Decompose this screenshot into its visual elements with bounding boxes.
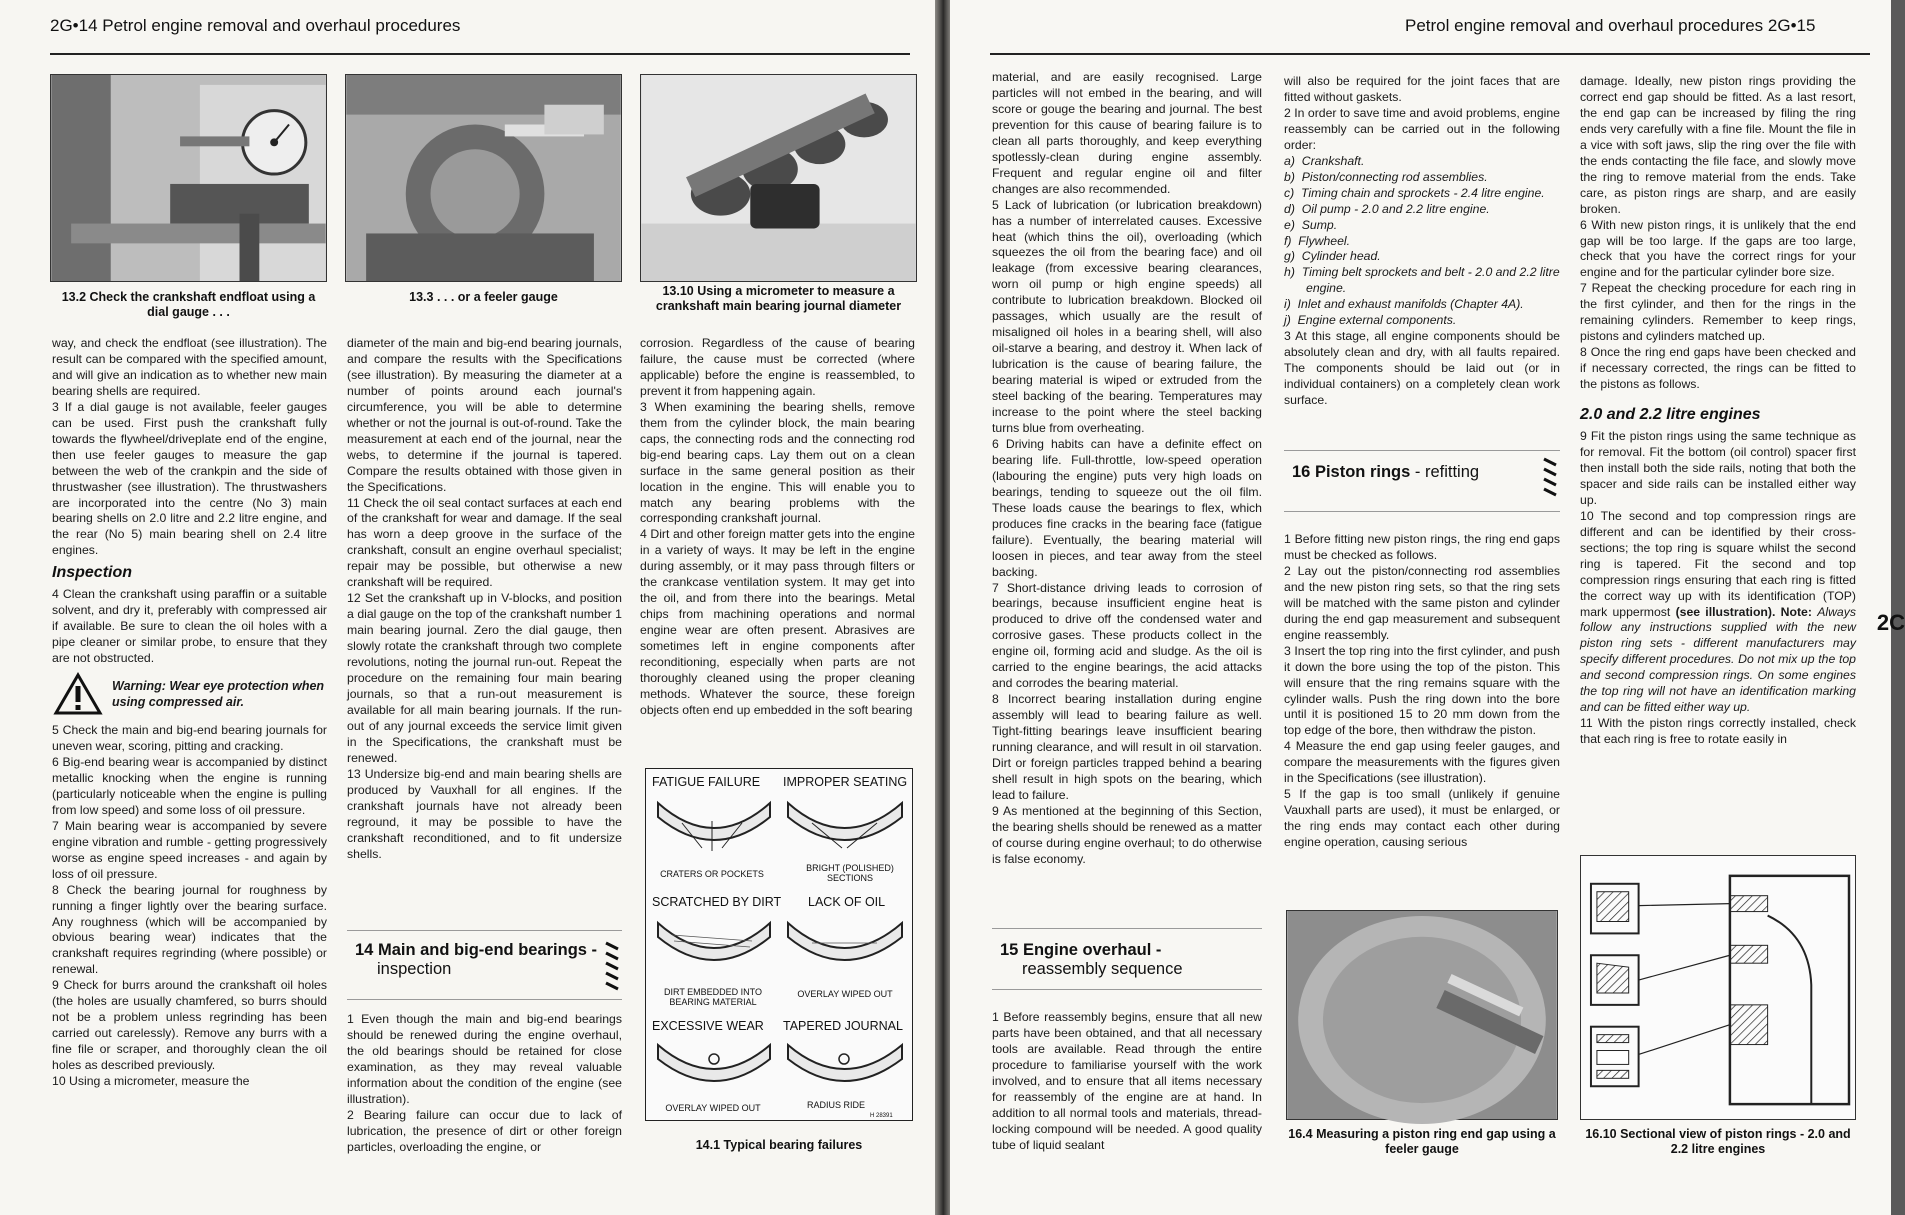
para: 5 Lack of lubrication (or lubrication breakdown) has a number of interrelated causes. Excessive heat (which thins the oil), overloading (which squeezes the oil from the bearing face) and oil leakage (from excessive bearing clearances, worn oil pump or high engine speeds) all contribute to lubrication breakdown. Blocked oil passages, which usually are the result of misaligned oil holes in a bearing shell, will also oil-starve a bearing, and destroy it. When lack of lubrication is the cause of bearing failure, the bearing material is wiped or extruded from the steel backing of the bearing. Temperatures may increase to the point where the steel backing turns blue from overheating.	[992, 197, 1262, 435]
para: 4 Clean the crankshaft using paraffin or a suitable solvent, and dry it, preferably with compressed air if available. Be sure to clean the oil holes with a pipe cleaner or similar probe, to ensure that they are not obstructed.	[52, 587, 327, 666]
caption-13-10: 13.10 Using a micrometer to measure a crankshaft main bearing journal diameter	[655, 284, 902, 313]
para: 2 Lay out the piston/connecting rod assemblies and the new piston ring sets, so that the ring sets will be matched with the same piston and cylinder during the end gap measurement and subsequent engine reassembly.	[1284, 563, 1560, 642]
left-col-1	[52, 336, 327, 1206]
section-15-heading	[992, 928, 1262, 990]
left-col-2	[347, 336, 622, 936]
para: material, and are easily recognised. Large particles will not embed in the bearing, and will score or gouge the bearing and journal. The best prevention for this cause of bearing failure is to clean all parts thoroughly, and keep everything spotlessly-clean during engine assembly. Frequent and regular engine oil and filter changes are also recommended.	[992, 70, 1262, 196]
left-page	[0, 0, 935, 1215]
micrometer-photo-image	[641, 75, 916, 281]
dial-gauge-photo-image	[51, 75, 326, 281]
label-dirt-embedded: DIRT EMBEDDED INTO BEARING MATERIAL	[663, 987, 762, 1007]
section-14-heading	[347, 930, 622, 1000]
para: 3 When examining the bearing shells, remove them from the cylinder block, the main bearing caps, the connecting rods and the connecting rod big-end bearing caps. Lay them out on a clean surface in the same general position as their location in the engine. This will enable you to match any bearing problems with the corresponding crankshaft journal.	[640, 399, 915, 526]
para: 1 Even though the main and big-end bearings should be renewed during the engine overhaul, the old bearings should be retained for close examination, as they may reveal valuable information about the condition of the engine (see illustration).	[347, 1012, 622, 1106]
bearing-failures-diagram	[645, 768, 913, 1121]
para: 3 If a dial gauge is not available, feeler gauges can be used. First push the crankshaft fully towards the flywheel/driveplate end of the engine, then use feeler gauges to measure the gap between the web of the crankpin and the side of thrustwasher (see illustration). The thrustwashers are incorporated into the centre (No 3) main bearing shells on 2.0 litre and 2.2 litre engine, and the rear (No 5) main bearing shell on 2.4 litre engines.	[52, 399, 327, 558]
left-col-2b	[347, 1012, 622, 1212]
photo-ring-end-gap	[1286, 910, 1558, 1120]
label-craters: CRATERS OR POCKETS	[660, 869, 764, 879]
label-excessive-wear: EXCESSIVE WEAR	[652, 1019, 764, 1033]
list-item: g) Cylinder head.	[1284, 249, 1381, 264]
para: 4 Measure the end gap using feeler gauges, and compare the measurements with the figures given in the Specifications (see illustration).	[1284, 739, 1560, 786]
para: diameter of the main and big-end bearing journals, and compare the results with the Specifications (see illustration). By measuring the diameter at a number of points around each journal's circumference, you will be able to determine whether or not the journal is out-of-round. Take the measurement at each end of the journal, near the webs, to determine if the journal is tapered. Compare the results obtained with those given in the Specifications.	[347, 336, 622, 494]
para: 1 Before fitting new piston rings, the ring end gaps must be checked as follows.	[1284, 532, 1560, 562]
para: 5 Check the main and big-end bearing journals for uneven wear, scoring, pitting and cracking.	[52, 723, 327, 754]
list-item: d) Oil pump - 2.0 and 2.2 litre engine.	[1284, 201, 1490, 216]
caption-13-3: 13.3 . . . or a feeler gauge	[409, 290, 558, 304]
para: 10 The second and top compression rings are different and can be identified by their cross-sections; the top ring is square whilst the second ring is tapered. Fit the second and top compression rings ensuring that each ring is fitted the correct way up with its identification (TOP) mark uppermost (see illustration). Note: Always follow any instructions supplied with the new piston ring sets - different manufacturers may specify different procedures. Do not mix up the top and second compression rings. On some engines the top ring will not have an identification marking and can be fitted either way up.	[1580, 508, 1856, 715]
bearing-shells-row1	[652, 793, 908, 861]
section-subtitle: inspection	[377, 960, 452, 978]
para: 7 Short-distance driving leads to corrosion of bearings, because insufficient engine heat is produced to drive off the condensed water and corrosive gases. These products collect in the engine oil, forming acid and sludge. As the oil is carried to the engine bearings, the acid attacks and corrodes the bearing material.	[992, 580, 1262, 691]
para: 12 Set the crankshaft up in V-blocks, and position a dial gauge on the top of the crankshaft number 1 main bearing journal. Zero the dial gauge, then slowly rotate the crankshaft through two complete revolutions, noting the journal run-out. Repeat the procedure on the remaining four main bearing journals, so that a run-out measurement is available for all main bearing journals. If the run-out of any journal exceeds the service limit given in the Specifications, the crankshaft must be renewed.	[347, 591, 622, 765]
right-col-1	[992, 70, 1262, 928]
list-item: f) Flywheel.	[1284, 233, 1351, 248]
caption-13-2: 13.2 Check the crankshaft endfloat using a dial gauge . . .	[61, 290, 316, 319]
label-ref: H 28391	[870, 1113, 893, 1119]
book-gutter	[935, 0, 950, 1215]
para: 2 Bearing failure can occur due to lack of lubrication, the presence of dirt or other foreign particles, overloading the engine, or	[347, 1107, 622, 1154]
section-subtitle: - refitting	[1414, 463, 1480, 481]
right-col-2	[1284, 74, 1560, 434]
label-overlay-wiped-1: OVERLAY WIPED OUT	[797, 989, 893, 999]
list-item: b) Piston/connecting rod assemblies.	[1284, 169, 1488, 184]
heading-2-0-2-2-engines: 2.0 and 2.2 litre engines	[1580, 406, 1761, 424]
para: 13 Undersize big-end and main bearing shells are produced by Vauxhall for all engines. If the crankshaft journals have not already been reground, it may be possible to have the crankshaft reconditioned, and to fit undersize shells.	[347, 766, 622, 861]
para: 7 Main bearing wear is accompanied by severe engine vibration and rumble - getting progressively worse as engine speed increases - and again by loss of oil pressure.	[52, 818, 327, 881]
para: will also be required for the joint faces that are fitted without gaskets.	[1284, 74, 1560, 104]
para: 8 Incorrect bearing installation during engine assembly will lead to bearing failure as well. Tight-fitting bearings leave insufficient bearing running clearance, and will result in oil starvation. Dirt or foreign particles trapped behind a bearing shell result in high spots on the bearing, which lead to failure.	[992, 692, 1262, 802]
para: 8 Check the bearing journal for roughness by running a finger lightly over the bearing surface. Any roughness (which will be accompanied by obvious bearing wear) indicates that the crankshaft requires regrinding (where possible) or renewal.	[52, 882, 327, 977]
warning-text: Warning: Wear eye protection when using compressed air.	[112, 679, 325, 710]
label-overlay-wiped-2: OVERLAY WIPED OUT	[665, 1103, 761, 1113]
bearing-shells-row3	[652, 1037, 908, 1099]
para: 2 In order to save time and avoid problems, engine reassembly can be carried out in the following order:	[1284, 105, 1560, 152]
para: 3 Insert the top ring into the first cylinder, and push it down the bore using the top of the piston. This will ensure that the ring remains square with the cylinder walls. Push the ring down into the bore until it is positioned 15 to 20 mm down from the top edge of the bore, then withdraw the piston.	[1284, 643, 1560, 738]
right-col-1b	[992, 1010, 1262, 1210]
para: 3 At this stage, all engine components should be absolutely clean and dry, with all faults repaired. The components should be laid out (or in individual containers) on a completely clean work surface.	[1284, 329, 1560, 408]
label-bright: BRIGHT (POLISHED) SECTIONS	[806, 863, 894, 883]
right-header-rule	[990, 53, 1870, 55]
left-col-3	[640, 336, 915, 751]
para: damage. Ideally, new piston rings providing the correct end gap should be fitted. As a last resort, the end gap can be increased by filing the ring ends very carefully with a fine file. Mount the file in a vice with soft jaws, slip the ring over the file with the ends contacting the file face, and slowly move the ring to remove material from the ends. Take care, as piston rings are sharp, and are easily broken.	[1580, 74, 1856, 216]
list-item: c) Timing chain and sprockets - 2.4 litre engine.	[1284, 185, 1545, 200]
reassembly-order-list	[1284, 154, 1560, 329]
section-16-heading	[1284, 450, 1560, 512]
para: 4 Dirt and other foreign matter gets into the engine in a variety of ways. It may be left in the engine during assembly, or it may pass through filters or the crankcase ventilation system. It may get into the oil, and from there into the bearings. Metal chips from machining operations and normal engine wear are often present. Abrasives are sometimes left in engine components after reconditioning, especially when parts are not thoroughly cleaned using the proper cleaning methods. Whatever the source, these foreign objects often end up embedded in the soft bearing	[640, 527, 915, 717]
section-title: Engine overhaul -	[1022, 941, 1162, 959]
list-item: a) Crankshaft.	[1284, 153, 1365, 168]
para: 10 Using a micrometer, measure the	[52, 1074, 250, 1089]
list-item: e) Sump.	[1284, 217, 1338, 232]
label-fatigue-failure: FATIGUE FAILURE	[652, 775, 761, 789]
list-item: i) Inlet and exhaust manifolds (Chapter 4A).	[1284, 297, 1524, 312]
warning-box	[54, 673, 327, 715]
para: 6 With new piston rings, it is unlikely that the end gap will be too large. If the gaps are too large, check that you have the correct rings for your engine and for the particular cylinder bore size.	[1580, 217, 1856, 280]
photo-dial-gauge	[50, 74, 327, 282]
heading-inspection: Inspection	[52, 564, 133, 582]
para: 11 With the piston rings correctly installed, check that each ring is free to rotate easily in	[1580, 716, 1856, 747]
para: 9 As mentioned at the beginning of this Section, the bearing shells should be renewed as a matter of course during engine overhaul; to do otherwise is false economy.	[992, 803, 1262, 866]
right-col-2b	[1284, 532, 1560, 904]
left-header-rule	[50, 53, 910, 55]
difficulty-spanner-icon	[1540, 455, 1560, 507]
caption-16-4: 16.4 Measuring a piston ring end gap using a feeler gauge	[1288, 1127, 1556, 1156]
photo-feeler-gauge	[345, 74, 622, 282]
photo-micrometer	[640, 74, 917, 282]
para: 6 Big-end bearing wear is accompanied by distinct metallic knocking when the engine is running (particularly noticeable when the engine is pulling from low speed) and some loss of oil pressure.	[52, 754, 327, 817]
caption-16-10: 16.10 Sectional view of piston rings - 2.0 and 2.2 litre engines	[1585, 1127, 1851, 1156]
bearing-shells-row2	[652, 913, 908, 983]
piston-ring-section-image	[1581, 856, 1855, 1119]
chapter-tab: 2C	[1876, 610, 1905, 635]
section-title: Piston rings	[1314, 463, 1411, 481]
feeler-gauge-photo-image	[346, 75, 621, 281]
para: way, and check the endfloat (see illustration). The result can be compared with the specified amount, and will give an indication as to whether new main bearing shells are required.	[52, 336, 327, 398]
section-number: 15	[1000, 941, 1019, 959]
para: 11 Check the oil seal contact surfaces at each end of the crankshaft for wear and damage. If the seal has worn a deep groove in the surface of the crankshaft, consult an engine overhaul specialist; repair may be possible, but otherwise a new crankshaft will be required.	[347, 495, 622, 590]
label-lack-of-oil: LACK OF OIL	[808, 895, 886, 909]
warning-triangle-icon	[54, 673, 102, 715]
difficulty-spanner-icon	[602, 939, 622, 991]
ring-gap-photo-image	[1287, 911, 1557, 1119]
section-title: Main and big-end bearings -	[377, 941, 598, 959]
para: 9 Check for burrs around the crankshaft oil holes (the holes are usually chamfered, so burrs should not be a problem unless regrinding has been carried out carelessly). Remove any burrs with a fine file or scraper, and thoroughly clean the oil holes as described previously.	[52, 978, 327, 1073]
label-tapered-journal: TAPERED JOURNAL	[783, 1019, 903, 1033]
para: 8 Once the ring end gaps have been checked and if necessary corrected, the rings can be fitted to the pistons as follows.	[1580, 345, 1856, 392]
list-item: j) Engine external components.	[1284, 313, 1457, 328]
caption-14-1: 14.1 Typical bearing failures	[695, 1138, 863, 1152]
piston-ring-section-diagram	[1580, 855, 1856, 1120]
para: 1 Before reassembly begins, ensure that all new parts have been obtained, and that all necessary tools are available. Read through the entire procedure to familiarise yourself with the work involved, and to ensure that all items necessary for reassembly of the engine are at hand. In addition to all normal tools and materials, thread-locking compound will be needed. A good quality tube of liquid sealant	[992, 1010, 1262, 1152]
section-number: 16	[1292, 463, 1311, 481]
right-page	[950, 0, 1905, 1215]
label-radius-ride: RADIUS RIDE	[806, 1100, 865, 1110]
para: 5 If the gap is too small (unlikely if genuine Vauxhall parts are used), it must be enlarged, or the ring ends may contact each other during engine operation, causing serious	[1284, 787, 1560, 850]
label-improper-seating: IMPROPER SEATING	[783, 775, 908, 789]
left-running-header: 2G•14 Petrol engine removal and overhaul procedures	[50, 16, 461, 35]
label-scratched-by-dirt: SCRATCHED BY DIRT	[652, 895, 782, 909]
section-number: 14	[355, 941, 374, 959]
para: 6 Driving habits can have a definite effect on bearing life. Full-throttle, low-speed operation (labouring the engine) puts very high loads on bearings, tending to squeeze out the oil film. These loads cause the bearings to flex, which produces fine cracks in the bearing face (fatigue failure). Eventually, the bearing material will loosen in pieces, and tear away from the steel backing.	[992, 436, 1262, 579]
section-subtitle: reassembly sequence	[1022, 960, 1183, 978]
list-item: h) Timing belt sprockets and belt - 2.0 and 2.2 litre engine.	[1284, 265, 1560, 296]
right-col-3	[1580, 74, 1856, 844]
para: 7 Repeat the checking procedure for each ring in the first cylinder, and then for the rings in the remaining cylinders. Remember to keep rings, pistons and cylinders matched up.	[1580, 281, 1856, 344]
right-running-header: Petrol engine removal and overhaul procedures 2G•15	[1405, 16, 1816, 35]
para: corrosion. Regardless of the cause of bearing failure, the cause must be corrected (where applicable) before the engine is reassembled, to prevent it from happening again.	[640, 336, 915, 398]
para: 9 Fit the piston rings using the same technique as for removal. Fit the bottom (oil control) spacer first then install both the side rails, noting that both the spacer and side rails can be installed either way up.	[1580, 429, 1856, 507]
